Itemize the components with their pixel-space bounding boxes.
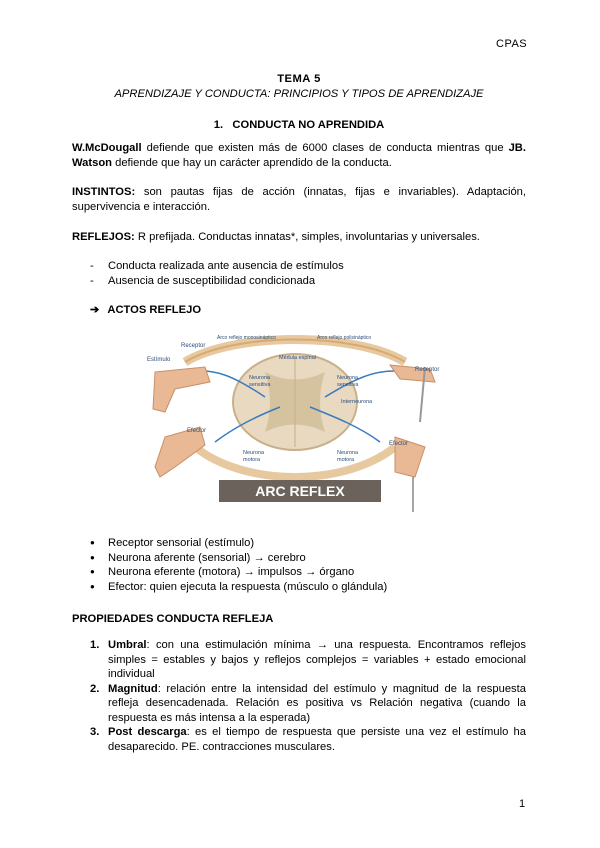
term-instintos: INSTINTOS: (72, 186, 136, 198)
label-interneurona: Interneurona (341, 399, 373, 405)
list-item (72, 682, 526, 726)
label-efector-left: Efector (187, 428, 207, 434)
section-heading-1 (72, 118, 526, 133)
bullet-list (72, 536, 526, 594)
label-medula: Médula espinal (279, 355, 316, 361)
list-item: - Ausencia de susceptibilidad condicionada (72, 274, 526, 289)
para2-text: son pautas fijas de acción (innatas, fijas e invariables). Adaptación, supervivencia e interacción. (72, 186, 526, 213)
para3-text: R prefijada. Conductas innatas*, simples, involuntarias y universales. (134, 231, 480, 243)
label-receptor-left: Receptor (181, 343, 206, 349)
paragraph-instintos (72, 185, 526, 214)
list-item: - Conducta realizada ante ausencia de estímulos (72, 259, 526, 274)
page-number: 1 (519, 798, 526, 810)
item-number: 2. (90, 682, 100, 695)
arrow-right-icon: ➔ (90, 304, 100, 316)
numbered-list (72, 638, 526, 754)
para1-text2: defiende que hay un carácter aprendido de la conducta. (111, 156, 392, 169)
page-subtitle: APRENDIZAJE Y CONDUCTA: PRINCIPIOS Y TIPOS DE APRENDIZAJE (114, 88, 484, 100)
label-neurona-sensitiva-right-2: sensitiva (337, 382, 359, 388)
item-number: 1. (90, 639, 100, 651)
para1-text1: defiende que existen más de 6000 clases de conducta mientras que (141, 142, 509, 154)
name-mcdougall: W.McDougall (72, 142, 142, 154)
left-leg-shape (153, 367, 210, 412)
label-neurona-sensitiva-left-2: sensitiva (249, 382, 271, 388)
label-neurona-sensitiva-right-1: Neurona (337, 375, 359, 381)
label-arc-poli: Arco reflejo polisináptico (317, 335, 372, 341)
arc-reflex-banner-text: ARC REFLEX (255, 483, 345, 499)
section-title: CONDUCTA NO APRENDIDA (232, 119, 385, 131)
label-efector-right: Efector (389, 441, 409, 447)
dash-list (72, 259, 526, 288)
propiedades-heading: PROPIEDADES CONDUCTA REFLEJA (72, 613, 274, 625)
item-text: : relación entre la intensidad del estímulo y magnitud de la respuesta refleja desencadenada. Relación es positiva vs Relación negativa (cuando la respuesta es más intensa a la esperada) (108, 682, 526, 724)
item-term: Umbral (108, 639, 147, 651)
list-item (72, 638, 526, 682)
label-estimulo: Estímulo (147, 357, 171, 363)
label-neurona-motora-left-2: motora (243, 457, 261, 463)
item-text: : es el tiempo de respuesta que persiste una vez el estímulo ha desaparecido. PE. contracciones musculares. (108, 726, 527, 753)
actos-label: ACTOS REFLEJO (107, 304, 202, 316)
label-neurona-sensitiva-left-1: Neurona (249, 375, 271, 381)
label-neurona-motora-left-1: Neurona (243, 450, 265, 456)
term-reflejos: REFLEJOS: (72, 231, 135, 243)
label-arc-mono: Arco reflejo monosináptico (217, 335, 276, 341)
page-title: TEMA 5 (277, 73, 321, 85)
list-item (72, 725, 526, 754)
item-number: 3. (90, 726, 100, 738)
list-item: ● Neurona eferente (motora) → impulsos → órgano (72, 565, 526, 580)
label-neurona-motora-right-2: motora (337, 457, 355, 463)
list-item: ● Efector: quien ejecuta la respuesta (músculo o glándula) (72, 580, 526, 595)
list-item: ● Neurona aferente (sensorial) → cerebro (72, 551, 526, 566)
reflex-arc-illustration (145, 327, 445, 519)
name-watson: JB. Watson (72, 142, 526, 169)
actos-reflejo-heading (90, 303, 544, 318)
label-neurona-motora-right-1: Neurona (337, 450, 359, 456)
paragraph-reflejos (72, 230, 526, 245)
item-term: Magnitud (108, 682, 158, 695)
section-number: 1. (213, 119, 224, 131)
list-item: ● Receptor sensorial (estímulo) (72, 536, 526, 551)
item-text: : con una estimulación mínima → una respuesta. Encontramos reflejos simples = estables y bajos y reflejos complejos = variables + estado emocional individual (108, 639, 526, 680)
item-term: Post descarga (108, 726, 187, 738)
label-receptor-right: Receptor (415, 367, 440, 373)
header-label: CPAS (496, 38, 528, 50)
arc-nerve-bottom (195, 447, 395, 477)
reflex-arc-figure (145, 327, 445, 519)
paragraph-mcdougall (72, 141, 526, 170)
